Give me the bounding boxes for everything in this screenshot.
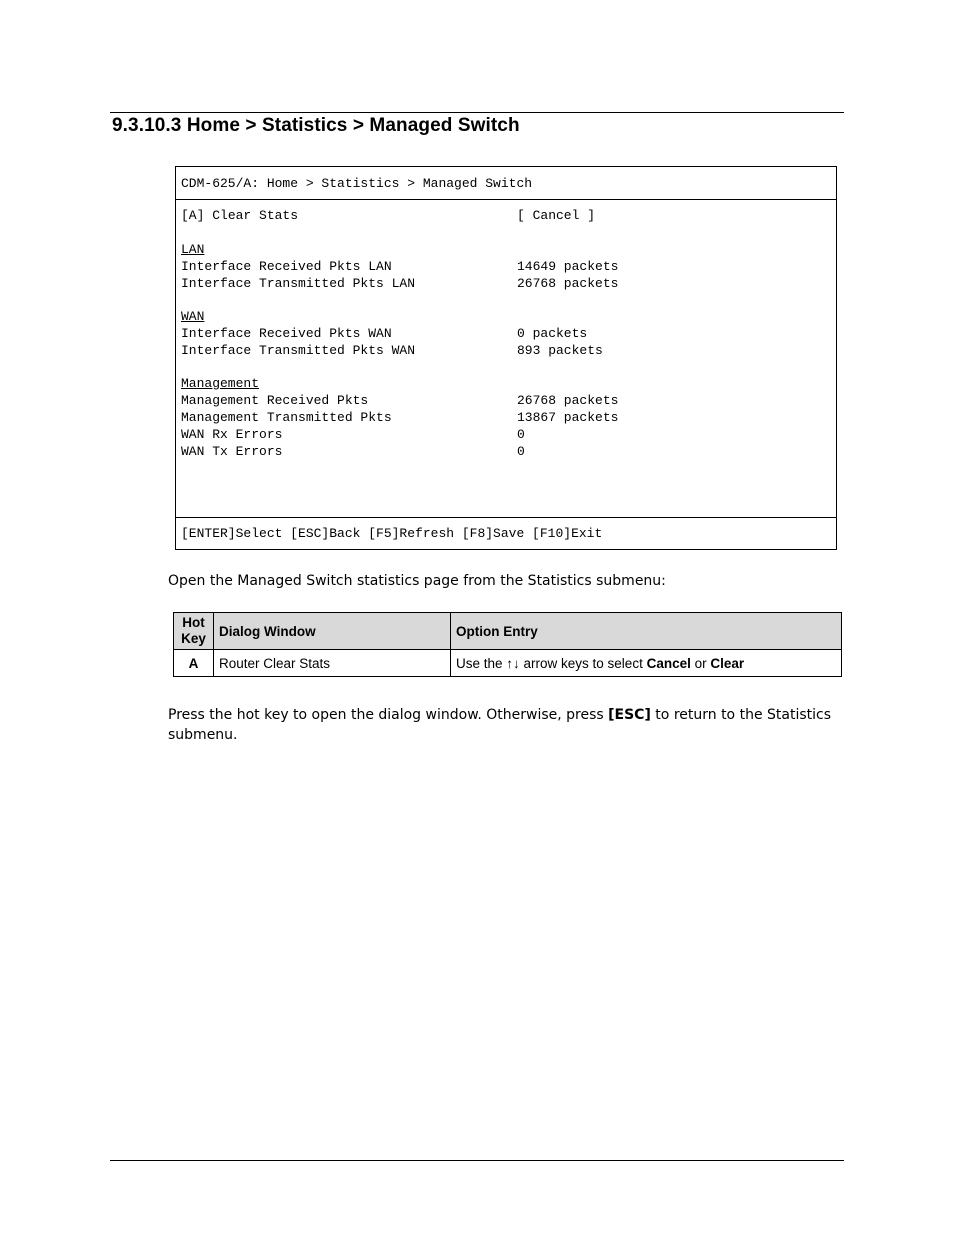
clear-stats-label: Clear Stats bbox=[212, 208, 299, 223]
intro-paragraph: Open the Managed Switch statistics page from the Statistics submenu: bbox=[168, 573, 666, 589]
terminal-footer: [ENTER]Select [ESC]Back [F5]Refresh [F8]Save [F10]Exit bbox=[181, 526, 603, 541]
stat-value: 26768 packets bbox=[517, 393, 619, 408]
hotkey-table bbox=[173, 612, 842, 677]
stat-label: Management Transmitted Pkts bbox=[181, 410, 392, 425]
stat-label: Management Received Pkts bbox=[181, 393, 369, 408]
stat-value: 0 packets bbox=[517, 326, 588, 341]
hotkey-a[interactable]: [A] bbox=[181, 208, 205, 223]
closing-paragraph: Press the hot key to open the dialog window. Otherwise, press [ESC] to return to the Statistics submenu. bbox=[168, 707, 831, 743]
terminal-title: CDM-625/A: Home > Statistics > Managed Switch bbox=[176, 167, 836, 200]
stat-label: Interface Received Pkts LAN bbox=[181, 259, 392, 274]
stat-value: 893 packets bbox=[517, 343, 603, 358]
clear-stats-line bbox=[181, 208, 298, 225]
stat-value: 14649 packets bbox=[517, 259, 619, 274]
stat-value: 13867 packets bbox=[517, 410, 619, 425]
terminal-body bbox=[176, 200, 836, 518]
hot-key-cell: A bbox=[174, 650, 214, 677]
stat-value: 0 bbox=[517, 427, 525, 442]
section-heading: 9.3.10.3 Home > Statistics > Managed Switch bbox=[112, 115, 520, 136]
lan-heading: LAN bbox=[181, 242, 205, 257]
stat-label: Interface Transmitted Pkts LAN bbox=[181, 276, 416, 291]
table-header-row bbox=[174, 613, 842, 650]
cancel-option[interactable]: [ Cancel ] bbox=[517, 208, 596, 223]
hot-key-header: Hot Key bbox=[174, 613, 214, 650]
stat-label: WAN Tx Errors bbox=[181, 444, 283, 459]
option-entry-header: Option Entry bbox=[451, 613, 842, 650]
esc-key: [ESC] bbox=[608, 707, 651, 723]
wan-heading: WAN bbox=[181, 309, 205, 324]
table-row bbox=[174, 650, 842, 677]
dialog-window-cell: Router Clear Stats bbox=[214, 650, 451, 677]
stat-label: Interface Received Pkts WAN bbox=[181, 326, 392, 341]
terminal-screenshot bbox=[175, 166, 837, 550]
stat-value: 0 bbox=[517, 444, 525, 459]
top-rule bbox=[110, 112, 844, 113]
stat-label: Interface Transmitted Pkts WAN bbox=[181, 343, 416, 358]
dialog-window-header: Dialog Window bbox=[214, 613, 451, 650]
option-entry-cell: Use the ↑↓ arrow keys to select Cancel or Clear bbox=[451, 650, 842, 677]
stat-value: 26768 packets bbox=[517, 276, 619, 291]
stat-label: WAN Rx Errors bbox=[181, 427, 283, 442]
management-heading: Management bbox=[181, 376, 260, 391]
bottom-rule bbox=[110, 1160, 844, 1161]
